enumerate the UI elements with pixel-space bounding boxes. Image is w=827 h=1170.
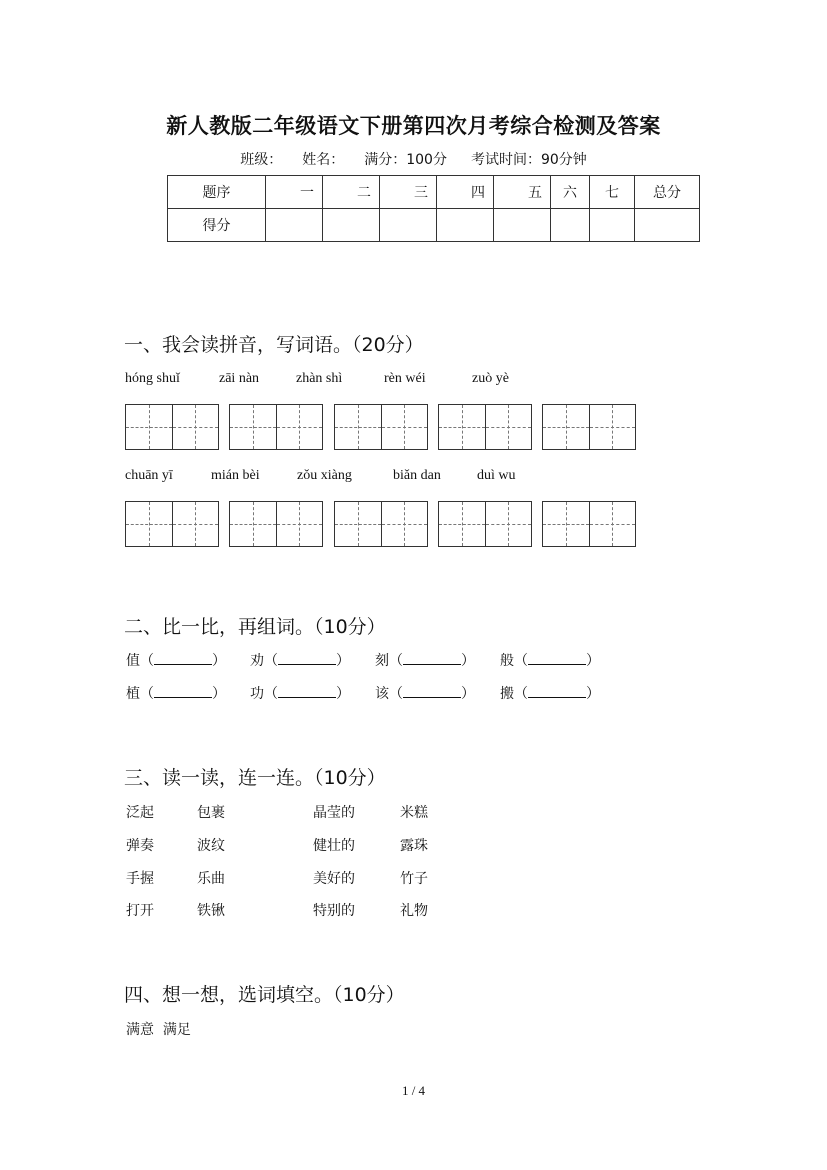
compare-item: 植（ ） [126,683,226,703]
score-cell[interactable] [437,209,494,242]
score-cell[interactable] [551,209,590,242]
answer-blank[interactable] [154,683,212,698]
writing-grid[interactable] [334,501,428,547]
pinyin-item: mián bèi [211,468,260,483]
pinyin-item: zāi nàn [219,371,260,386]
answer-blank[interactable] [278,683,336,698]
compare-item: 值（ ） [126,650,226,670]
pinyin-item: duì wu [477,468,516,483]
full-score: 满分：100分 [364,152,447,168]
match-word: 手握 [126,871,154,887]
match-word: 打开 [126,903,154,919]
match-word: 竹子 [400,871,428,887]
header-cell: 七 [590,176,635,209]
score-table-score-row [168,209,700,242]
section1-heading: 一、我会读拼音，写词语。（20分） [124,334,424,356]
compare-char: 般 [500,653,514,669]
match-word: 礼物 [400,903,428,919]
header-cell: 四 [437,176,494,209]
match-word: 波纹 [197,838,225,854]
writing-grid[interactable] [542,501,636,547]
writing-grid[interactable] [229,404,323,450]
row-label: 得分 [168,209,266,242]
header-cell: 三 [380,176,437,209]
score-cell[interactable] [380,209,437,242]
match-word: 露珠 [400,838,428,854]
answer-blank[interactable] [403,650,461,665]
score-cell[interactable] [635,209,700,242]
compare-item: 劝（ ） [250,650,350,670]
header-cell: 六 [551,176,590,209]
match-word: 美好的 [313,871,355,887]
answer-blank[interactable] [528,650,586,665]
writing-grid[interactable] [229,501,323,547]
compare-char: 植 [126,686,140,702]
score-cell[interactable] [494,209,551,242]
match-word: 弹奏 [126,838,154,854]
writing-grid[interactable] [438,501,532,547]
header-cell: 二 [323,176,380,209]
score-cell[interactable] [323,209,380,242]
header-cell: 题序 [168,176,266,209]
answer-blank[interactable] [278,650,336,665]
compare-item: 该（ ） [375,683,475,703]
compare-item: 刻（ ） [375,650,475,670]
section2-heading: 二、比一比，再组词。（10分） [124,616,386,638]
pinyin-item: zhàn shì [296,371,343,386]
score-table-header-row [168,176,700,209]
compare-char: 搬 [500,686,514,702]
header-cell: 五 [494,176,551,209]
compare-item: 功（ ） [250,683,350,703]
page-number: 1 / 4 [401,1083,426,1098]
header-cell: 总分 [635,176,700,209]
match-word: 晶莹的 [313,805,355,821]
writing-grid[interactable] [542,404,636,450]
answer-blank[interactable] [403,683,461,698]
compare-item: 搬（ ） [500,683,600,703]
pinyin-item: zuò yè [472,371,509,386]
compare-item: 般（ ） [500,650,600,670]
compare-char: 刻 [375,653,389,669]
class-label: 班级： [240,152,283,168]
match-word: 乐曲 [197,871,225,887]
pinyin-item: chuān yī [125,468,173,483]
match-word: 特别的 [313,903,355,919]
section4-heading: 四、想一想，选词填空。（10分） [124,984,405,1006]
page-title: 新人教版二年级语文下册第四次月考综合检测及答案 [166,113,661,138]
match-word: 米糕 [400,805,428,821]
match-word: 健壮的 [313,838,355,854]
exam-time: 考试时间：90分钟 [470,152,587,168]
header-cell: 一 [266,176,323,209]
exam-info [0,149,827,169]
pinyin-item: biǎn dan [393,468,441,483]
answer-blank[interactable] [528,683,586,698]
writing-grid[interactable] [125,404,219,450]
pinyin-item: rèn wéi [384,371,426,386]
compare-char: 值 [126,653,140,669]
writing-grid[interactable] [334,404,428,450]
writing-grid[interactable] [438,404,532,450]
name-label: 姓名： [302,152,345,168]
compare-char: 功 [250,686,264,702]
answer-blank[interactable] [154,650,212,665]
word-choices: 满意 满足 [126,1022,191,1038]
compare-char: 劝 [250,653,264,669]
match-word: 包裹 [197,805,225,821]
score-cell[interactable] [266,209,323,242]
writing-grid[interactable] [125,501,219,547]
pinyin-item: hóng shuǐ [125,371,180,386]
section3-heading: 三、读一读，连一连。（10分） [124,767,386,789]
compare-char: 该 [375,686,389,702]
match-word: 泛起 [126,805,154,821]
pinyin-item: zǒu xiàng [297,468,352,483]
match-word: 铁锹 [197,903,225,919]
score-cell[interactable] [590,209,635,242]
score-table [167,175,700,242]
